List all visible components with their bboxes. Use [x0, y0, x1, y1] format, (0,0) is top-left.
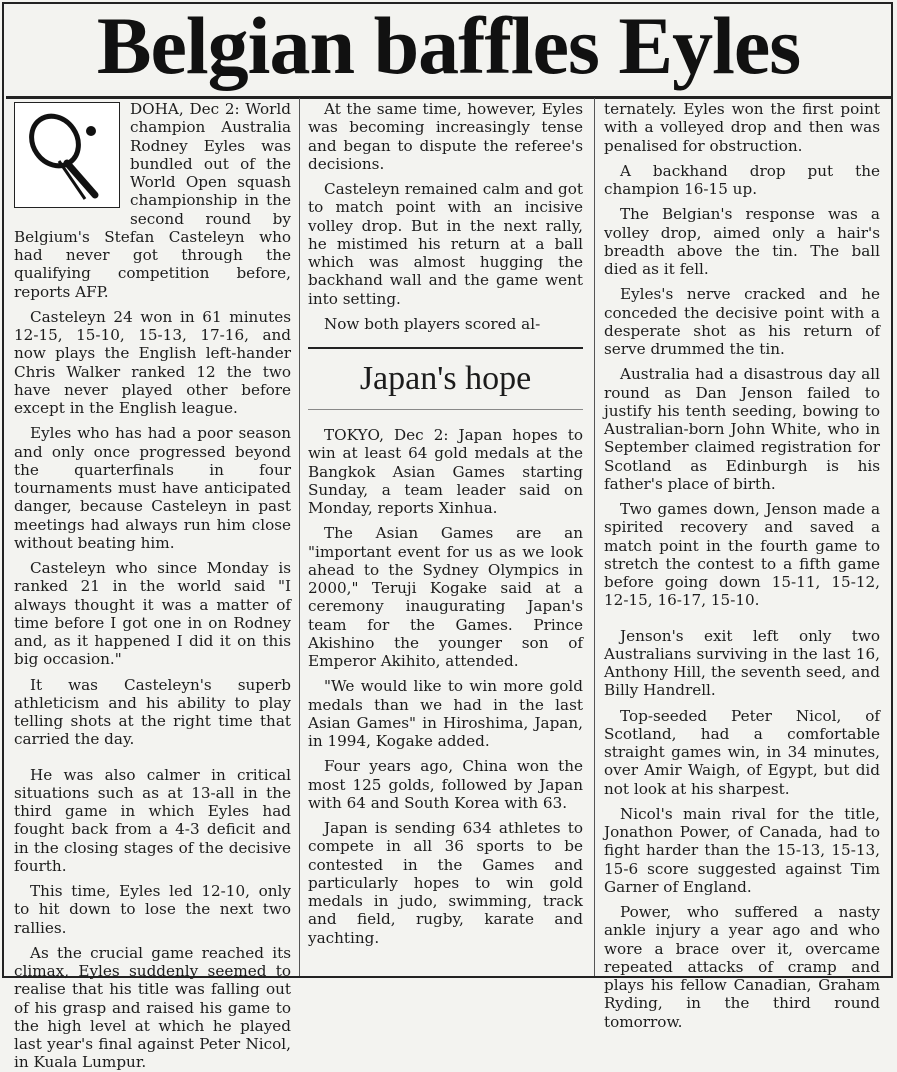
article-paragraph: Eyles who has had a poor season and only once progressed beyond the quarterfinals in four tournaments must have anticipated danger, because Casteleyn in past meetings had always run him close without beating him. — [14, 424, 291, 552]
squash-racket-and-ball-icon — [14, 102, 120, 208]
article-paragraph: It was Casteleyn's superb athleticism and his ability to play telling shots at the right time that carried the day. — [14, 675, 291, 749]
article-paragraph: A backhand drop put the champion 16-15 up. — [604, 161, 880, 198]
subhead: Japan's hope — [308, 347, 583, 410]
column-2 — [308, 100, 583, 975]
article-paragraph: Four years ago, China won the most 125 golds, followed by Japan with 64 and South Korea with 63. — [308, 757, 583, 812]
article-paragraph: TOKYO, Dec 2: Japan hopes to win at least 64 gold medals at the Bangkok Asian Games starting Sunday, a team leader said on Monday, reports Xinhua. — [308, 426, 583, 517]
column-1 — [14, 100, 291, 1072]
article-paragraph: This time, Eyles led 12-10, only to hit down to lose the next two rallies. — [14, 882, 291, 937]
article-paragraph: At the same time, however, Eyles was becoming increasingly tense and began to dispute the referee's decisions. — [308, 100, 583, 173]
article-paragraph: DOHA, Dec 2: World champion Australia Rodney Eyles was bundled out of the World Open squash championship in the second round by Belgium's Stefan Casteleyn who had never got through the qualifying competition before, reports AFP. — [14, 100, 291, 301]
article-paragraph: The Belgian's response was a volley drop, aimed only a hair's breadth above the tin. The ball died as it fell. — [604, 205, 880, 278]
column-3 — [604, 100, 880, 1031]
article-paragraph: ternately. Eyles won the first point with a volleyed drop and then was penalised for obstruction. — [604, 100, 880, 155]
article-paragraph: Now both players scored al- — [324, 314, 541, 333]
article-paragraph: Eyles's nerve cracked and he conceded the decisive point with a desperate shot as his return of serve drummed the tin. — [604, 285, 880, 358]
article-paragraph: Power, who suffered a nasty ankle injury a year ago and who wore a brace over it, overcame repeated attacks of cramp and plays his fellow Canadian, Graham Ryding, in the third round tomorrow. — [604, 903, 880, 1031]
article-paragraph: The Asian Games are an "important event for us as we look ahead to the Sydney Olympics in 2000," Teruji Kogake said at a ceremony inaugurating Japan's team for the Games. Prince Akishino the younger son of Emperor Akihito, attended. — [308, 524, 583, 670]
article-paragraph: Australia had a disastrous day all round as Dan Jenson failed to justify his tenth seeding, bowing to Australian-born John White, who in September claimed registration for Scotland as Edinburgh is his father's place of birth. — [604, 365, 880, 493]
article-paragraph: As the crucial game reached its climax, Eyles suddenly seemed to realise that his title was falling out of his grasp and raised his game to the high level at which he played last year's final against Peter Nicol, in Kuala Lumpur. — [14, 943, 291, 1072]
article-paragraph: Top-seeded Peter Nicol, of Scotland, had a comfortable straight games win, in 34 minutes, over Amir Waigh, of Egypt, but did not look at his sharpest. — [604, 706, 880, 798]
article-paragraph: Nicol's main rival for the title, Jonathon Power, of Canada, had to fight harder than the 15-13, 15-13, 15-6 score suggested against Tim Garner of England. — [604, 804, 880, 896]
column-divider — [299, 98, 300, 976]
article-paragraph: Casteleyn 24 won in 61 minutes 12-15, 15-10, 15-13, 17-16, and now plays the English left-hander Chris Walker ranked 12 the two have never played other before except in the English league. — [14, 307, 291, 417]
article-paragraph: Japan is sending 634 athletes to compete in all 36 sports to be contested in the Games and particularly hopes to win gold medals in judo, swimming, track and field, rugby, karate and yachting. — [308, 819, 583, 947]
article-paragraph: Jenson's exit left only two Australians surviving in the last 16, Anthony Hill, the seventh seed, and Billy Handrell. — [604, 626, 880, 700]
headline-rule — [6, 96, 891, 99]
article-paragraph: Casteleyn remained calm and got to match point with an incisive volley drop. But in the next rally, he mistimed his return at a ball which was almost hugging the backhand wall and the game went into setting. — [308, 180, 583, 308]
article-paragraph: Casteleyn who since Monday is ranked 21 in the world said "I always thought it was a matter of time before I got one in on Rodney and, as it happened I did it on this big occasion." — [14, 559, 291, 669]
article-paragraph: "We would like to win more gold medals than we had in the last Asian Games" in Hiroshima, Japan, in 1994, Kogake added. — [308, 677, 583, 750]
headline: Belgian baffles Eyles — [96, 0, 801, 91]
article-paragraph: Two games down, Jenson made a spirited recovery and saved a match point in the fourth game to stretch the contest to a fifth game before going down 15-11, 15-12, 12-15, 16-17, 15-10. — [604, 500, 880, 610]
column-divider — [594, 98, 595, 976]
article-paragraph: He was also calmer in critical situations such as at 13-all in the third game in which Eyles had fought back from a 4-3 deficit and in the closing stages of the decisive fourth. — [14, 765, 291, 875]
